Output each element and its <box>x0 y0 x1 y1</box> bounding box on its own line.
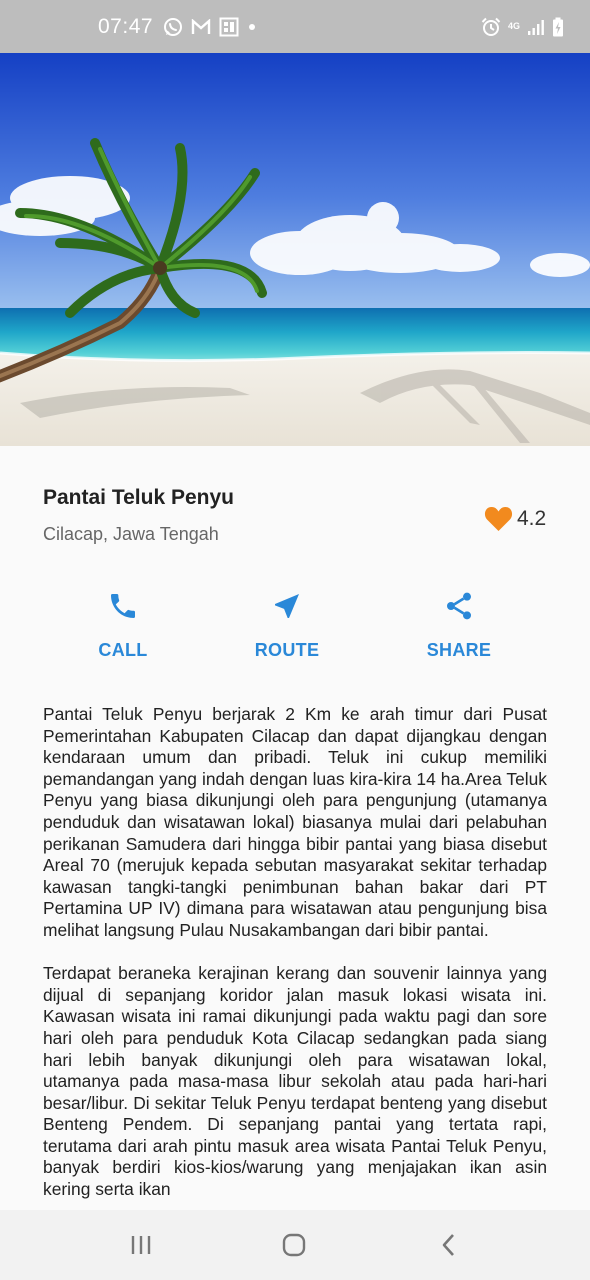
call-button[interactable] <box>53 590 193 661</box>
route-label: ROUTE <box>254 640 320 660</box>
navigation-bar <box>0 1210 590 1280</box>
beach-photo <box>0 53 590 446</box>
place-header <box>43 486 234 545</box>
description-paragraph: Terdapat beraneka kerajinan kerang dan souvenir lainnya yang dijual di sepanjang koridor jalan masuk lokasi wisata ini. Kawasan wisata ini ramai dikunjungi pada waktu pagi dan sore hari oleh para penduduk Kota Cilacap sedangkan pada siang hari lebih banyak dikunjungi oleh para wisatawan lokal, utamanya pada masa-masa libur sekolah atau pada hari-hari besar/libur. Di sekitar Teluk Penyu terdapat benteng yang disebut Benteng Pendem. Di sepanjang pantai yang tertata rapi, terutama dari arah pintu masuk area wisata Pantai Teluk Penyu, banyak berdiri kios-kios/warung yang menjajakan ikan asin kering serta ikan <box>43 963 547 1200</box>
share-button[interactable] <box>389 590 529 661</box>
back-icon[interactable] <box>436 1232 462 1258</box>
status-time: 07:47 <box>98 14 154 38</box>
navigation-icon <box>271 590 303 622</box>
alarm-icon <box>481 17 501 37</box>
rating-value: 4.2 <box>517 506 547 530</box>
share-icon <box>443 590 475 622</box>
dot-icon <box>247 22 257 32</box>
phone-icon <box>107 590 139 622</box>
battery-charging-icon <box>552 17 564 37</box>
place-title: Pantai Teluk Penyu <box>43 486 234 509</box>
hero-image <box>0 53 590 446</box>
call-label: CALL <box>98 640 148 660</box>
network-4g-icon: 4G <box>507 21 520 31</box>
description <box>43 704 547 1210</box>
gallery-icon <box>219 17 239 37</box>
place-location: Cilacap, Jawa Tengah <box>43 524 219 544</box>
rating <box>484 505 546 532</box>
route-button[interactable] <box>217 590 357 661</box>
signal-icon <box>527 18 545 36</box>
gmail-icon <box>191 19 211 35</box>
home-icon[interactable] <box>281 1232 307 1258</box>
heart-icon <box>484 505 513 532</box>
description-paragraph: Pantai Teluk Penyu berjarak 2 Km ke arah timur dari Pusat Pemerintahan Kabupaten Cilacap dan dapat dijangkau dengan kendaraan umum dan pribadi. Teluk ini cukup memiliki pemandangan yang indah dengan luas kira-kira 14 ha.Area Teluk Penyu yang biasa dikunjungi oleh para pengunjung (utamanya penduduk dan wisatawan lokal) biasanya mulai dari pelabuhan perikanan Samudera dari hingga bibir pantai yang biasa disebut Areal 70 (merujuk kepada sebutan masyarakat sekitar terhadap kawasan tangki-tangki penimbunan bahan bakar dari PT Pertamina UP IV) dimana para wisatawan atau pengunjung bisa melihat langsung Pulau Nusakambangan dari bibir pantai. <box>43 704 547 940</box>
share-label: SHARE <box>426 640 492 660</box>
recent-apps-icon[interactable] <box>128 1232 154 1258</box>
status-bar <box>0 0 590 53</box>
whatsapp-icon <box>163 17 183 37</box>
